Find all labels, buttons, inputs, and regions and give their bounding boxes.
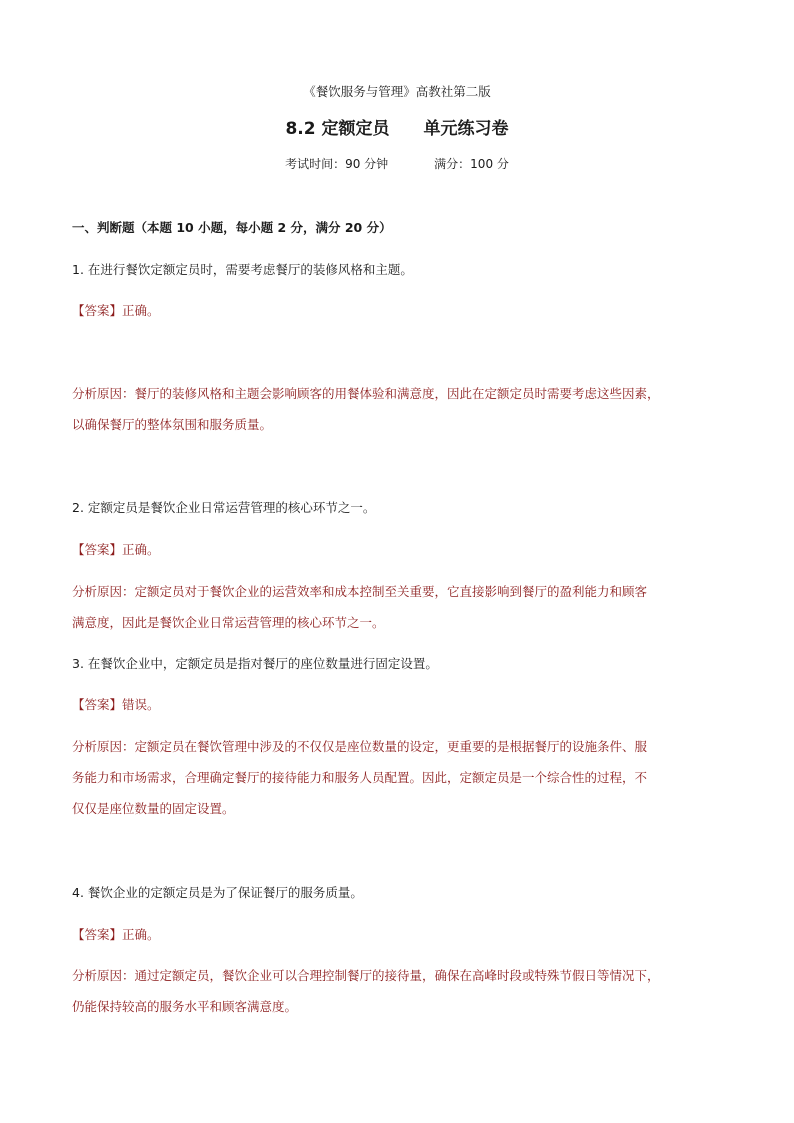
analysis-1-line-1: 分析原因：餐厅的装修风格和主题会影响顾客的用餐体验和满意度，因此在定额定员时需要考虑这些因素， [72, 386, 660, 401]
analysis-1-line-2: 以确保餐厅的整体氛围和服务质量。 [72, 417, 273, 432]
question-3: 3. 在餐饮企业中，定额定员是指对餐厅的座位数量进行固定设置。 [72, 656, 438, 671]
exam-meta [0, 156, 794, 172]
answer-4: 【答案】正确。 [72, 927, 160, 942]
title-exam-type: 单元练习卷 [423, 119, 509, 139]
document-subtitle: 《餐饮服务与管理》高教社第二版 [303, 84, 491, 99]
question-2: 2. 定额定员是餐饮企业日常运营管理的核心环节之一。 [72, 500, 376, 515]
analysis-4-line-2: 仍能保持较高的服务水平和顾客满意度。 [72, 999, 298, 1014]
answer-2: 【答案】正确。 [72, 542, 160, 557]
exam-time: 考试时间：90 分钟 [285, 157, 389, 171]
full-score: 满分：100 分 [434, 157, 509, 171]
answer-1: 【答案】正确。 [72, 303, 160, 318]
analysis-3-line-2: 务能力和市场需求，合理确定餐厅的接待能力和服务人员配置。因此，定额定员是一个综合性的过程，不 [72, 770, 648, 785]
answer-3: 【答案】错误。 [72, 697, 160, 712]
question-4: 4. 餐饮企业的定额定员是为了保证餐厅的服务质量。 [72, 885, 363, 900]
analysis-3-line-1: 分析原因：定额定员在餐饮管理中涉及的不仅仅是座位数量的设定，更重要的是根据餐厅的设施条件、服 [72, 739, 648, 754]
document-title [0, 118, 794, 140]
title-unit: 8.2 定额定员 [285, 119, 390, 139]
question-1: 1. 在进行餐饮定额定员时，需要考虑餐厅的装修风格和主题。 [72, 262, 413, 277]
analysis-2-line-2: 满意度，因此是餐饮企业日常运营管理的核心环节之一。 [72, 615, 385, 630]
analysis-3-line-3: 仅仅是座位数量的固定设置。 [72, 801, 235, 816]
section-heading: 一、判断题（本题 10 小题，每小题 2 分，满分 20 分） [72, 220, 392, 235]
analysis-4-line-1: 分析原因：通过定额定员，餐饮企业可以合理控制餐厅的接待量，确保在高峰时段或特殊节假日等情况下， [72, 968, 660, 983]
analysis-2-line-1: 分析原因：定额定员对于餐饮企业的运营效率和成本控制至关重要，它直接影响到餐厅的盈利能力和顾客 [72, 584, 648, 599]
